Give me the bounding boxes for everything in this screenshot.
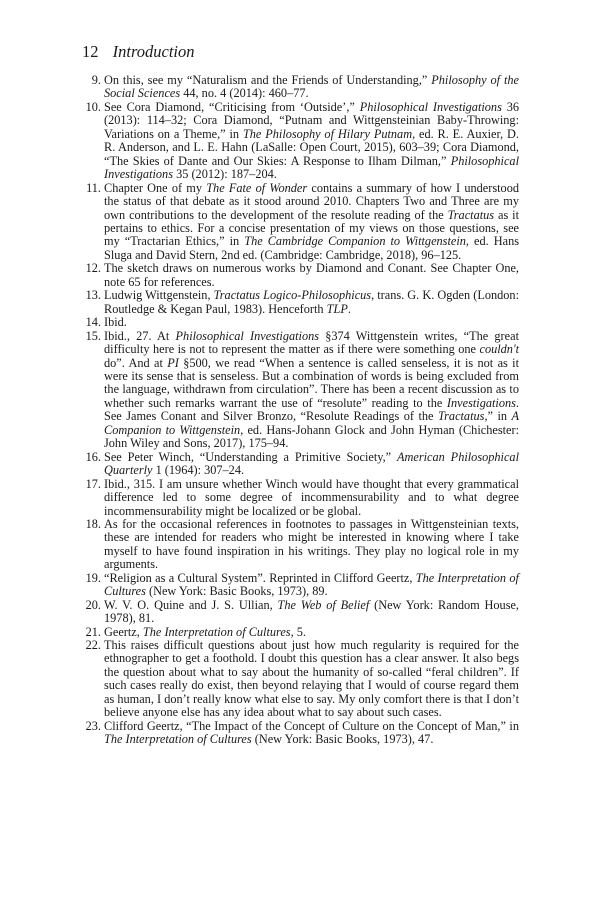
endnote (82, 720, 519, 747)
endnote-text: , trans. G. K. Ogden (London: Routledge & Kegan Paul, 1983). Henceforth (104, 288, 519, 316)
endnote-text: §500, we read “When a sentence is called senseless, it is not as it were its sense that is senseless. But a combination of words is being excluded from the language, withdrawn from circulation”. There has been a recent discussion as to whether such remarks warrant the use of “resolute” reading to the (104, 355, 519, 410)
endnote-number: 19. (85, 570, 101, 585)
endnote (82, 626, 519, 639)
endnote-text: contains a summary of how I understood the status of that debate as it stood around 2010. Chapters Two and Three are my own contributions to the development of the resolute reading of the (104, 180, 519, 222)
endnote (82, 101, 519, 182)
endnote (82, 330, 519, 451)
endnote-text: See Cora Diamond, “Criticising from ‘Outside’,” (104, 99, 360, 114)
endnote-text: Clifford Geertz, “The Impact of the Concept of Culture on the Concept of Man,” in (104, 718, 519, 733)
endnote-number: 23. (85, 718, 101, 733)
endnote-text: , 5. (290, 624, 306, 639)
endnote (82, 289, 519, 316)
endnote-text: As for the occasional references in footnotes to passages in Wittgensteinian texts, these are intended for readers who might be interested in knowing where I take myself to have found inspiration in his writings. They play no logical role in my arguments. (104, 516, 519, 572)
endnote (82, 74, 519, 101)
endnote (82, 599, 519, 626)
endnote (82, 478, 519, 518)
endnote-italic-text: American Philosophical Quarterly (104, 449, 519, 478)
endnote (82, 518, 519, 572)
endnote-text: , ed. Hans-Johann Glock and John Hyman (Chichester: John Wiley and Sons, 2017), 175–94. (104, 422, 519, 451)
endnote-italic-text: Philosophical Investigations (104, 153, 519, 182)
endnote-number: 13. (85, 288, 101, 303)
endnote-text: Ludwig Wittgenstein, (104, 288, 214, 303)
endnote-text: W. V. O. Quine and J. S. Ullian, (104, 597, 278, 612)
endnote-italic-text: PI (167, 355, 179, 370)
endnote-number: 15. (85, 328, 101, 343)
endnote-text: . (347, 301, 351, 316)
endnote-italic-text: The Interpretation of Cultures (104, 732, 252, 747)
endnote-number: 17. (85, 476, 101, 491)
endnote-italic-text: A Companion to Wittgenstein (104, 409, 519, 437)
endnote-number: 16. (85, 449, 101, 464)
endnote (82, 572, 519, 599)
endnote-italic-text: The Interpretation of Cultures (142, 624, 291, 639)
endnote-text: The sketch draws on numerous works by Diamond and Conant. See Chapter One, note 65 for references. (104, 261, 519, 289)
endnote-number: 22. (85, 638, 101, 653)
endnote-text: Ibid. (104, 315, 127, 330)
endnote-italic-text: Investigations (446, 395, 516, 410)
endnote-italic-text: The Fate of Wonder (206, 180, 308, 195)
endnote-text: (New York: Random House, 1978), 81. (104, 597, 520, 626)
endnote (82, 451, 519, 478)
endnote-number: 18. (85, 516, 101, 531)
endnote-text: ,” in (484, 409, 512, 424)
endnote-text: On this, see my “Naturalism and the Friends of Understanding,” (104, 73, 432, 87)
endnote-number: 9. (91, 73, 101, 87)
page-number: 12 (82, 42, 99, 61)
endnote-text: 1 (1964): 307–24. (152, 463, 245, 478)
endnote (82, 182, 519, 263)
endnote-text: 44, no. 4 (2014): 460–77. (180, 86, 309, 101)
endnote-italic-text: The Interpretation of Cultures (104, 570, 519, 599)
endnote-text: as it pertains to ethics. For a concise presentation of my views on those questions, see my “Tractarian Ethics,” in (104, 207, 519, 249)
endnote-number: 11. (86, 180, 101, 195)
endnote-italic-text: Tractatus (437, 409, 485, 424)
endnote-italic-text: Philosophical Investigations (359, 99, 502, 114)
endnote-text: do”. And at (104, 355, 168, 370)
endnote-italic-text: The Cambridge Companion to Wittgenstein (244, 234, 466, 249)
endnote-text: , ed. Hans Sluga and David Stern, 2nd ed. (Cambridge: Cambridge, 2018), 96–125. (104, 234, 520, 262)
endnote-number: 12. (85, 261, 101, 276)
endnote-italic-text: The Web of Belief (277, 597, 370, 612)
endnote-italic-text: TLP (326, 301, 348, 316)
endnote-text: See Peter Winch, “Understanding a Primitive Society,” (104, 449, 397, 464)
endnote-text: Ibid., 27. At (104, 328, 176, 343)
endnote-text: Geertz, (104, 624, 143, 639)
endnote-number: 14. (85, 315, 101, 330)
endnote-italic-text: Tractatus (447, 207, 495, 222)
endnote-italic-text: Philosophy of the Social Sciences (104, 73, 519, 101)
endnote-text: §374 Wittgenstein writes, “The great difficulty here is not to represent the matter as if there were something one (104, 328, 519, 357)
endnote-text: Ibid., 315. I am unsure whether Winch would have thought that every grammatical difference led to some degree of incommensurability and to what degree incommensurability might be localized or be global. (104, 476, 519, 518)
endnote-text: (New York: Basic Books, 1973), 47. (251, 732, 434, 747)
endnote-number: 10. (85, 99, 101, 114)
endnote-text: 35 (2012): 187–204. (173, 167, 277, 182)
endnote-number: 21. (85, 624, 101, 639)
endnote-text: Chapter One of my (104, 180, 207, 195)
endnote (82, 316, 519, 329)
endnote-text: 36 (2013): 114–32; Cora Diamond, “Putnam and Wittgensteinian Baby-Throwing: Variations on a Theme,” in (104, 99, 519, 141)
endnote-text: “Religion as a Cultural System”. Reprinted in Clifford Geertz, (104, 570, 416, 585)
endnote (82, 262, 519, 289)
running-head (82, 42, 195, 62)
endnote-text: . See James Conant and Silver Bronzo, “Resolute Readings of the (104, 395, 519, 424)
endnote-text: This raises difficult questions about just how much regularity is required for the ethnographer to get a foothold. I doubt this question has a clear answer. It also begs the question about what to say about the humanity of so-called “feral children”. If such cases really do exist, then beyond relaying that I would of course regard them as human, I don’t really know what else to say. My only comfort there is that I don’t believe anyone else has any idea about what to say about such cases. (104, 638, 519, 720)
endnote-italic-text: Philosophical Investigations (175, 328, 320, 343)
endnotes-list (82, 74, 519, 747)
endnote-italic-text: The Philosophy of Hilary Putnam (242, 126, 413, 141)
chapter-title: Introduction (112, 42, 195, 61)
endnote-italic-text: Tractatus Logico-Philosophicus (213, 288, 372, 303)
endnote-text: , ed. R. E. Auxier, D. R. Anderson, and L. E. Hahn (LaSalle: Open Court, 2015), 603–39; Cora Diamond, “The Skies of Dante and Our Skies: A Response to Ilham Dilman,” (104, 126, 519, 168)
endnote-italic-text: couldn't (479, 342, 519, 357)
endnote-text: (New York: Basic Books, 1973), 89. (145, 584, 328, 599)
endnote-number: 20. (85, 597, 101, 612)
endnote (82, 639, 519, 720)
